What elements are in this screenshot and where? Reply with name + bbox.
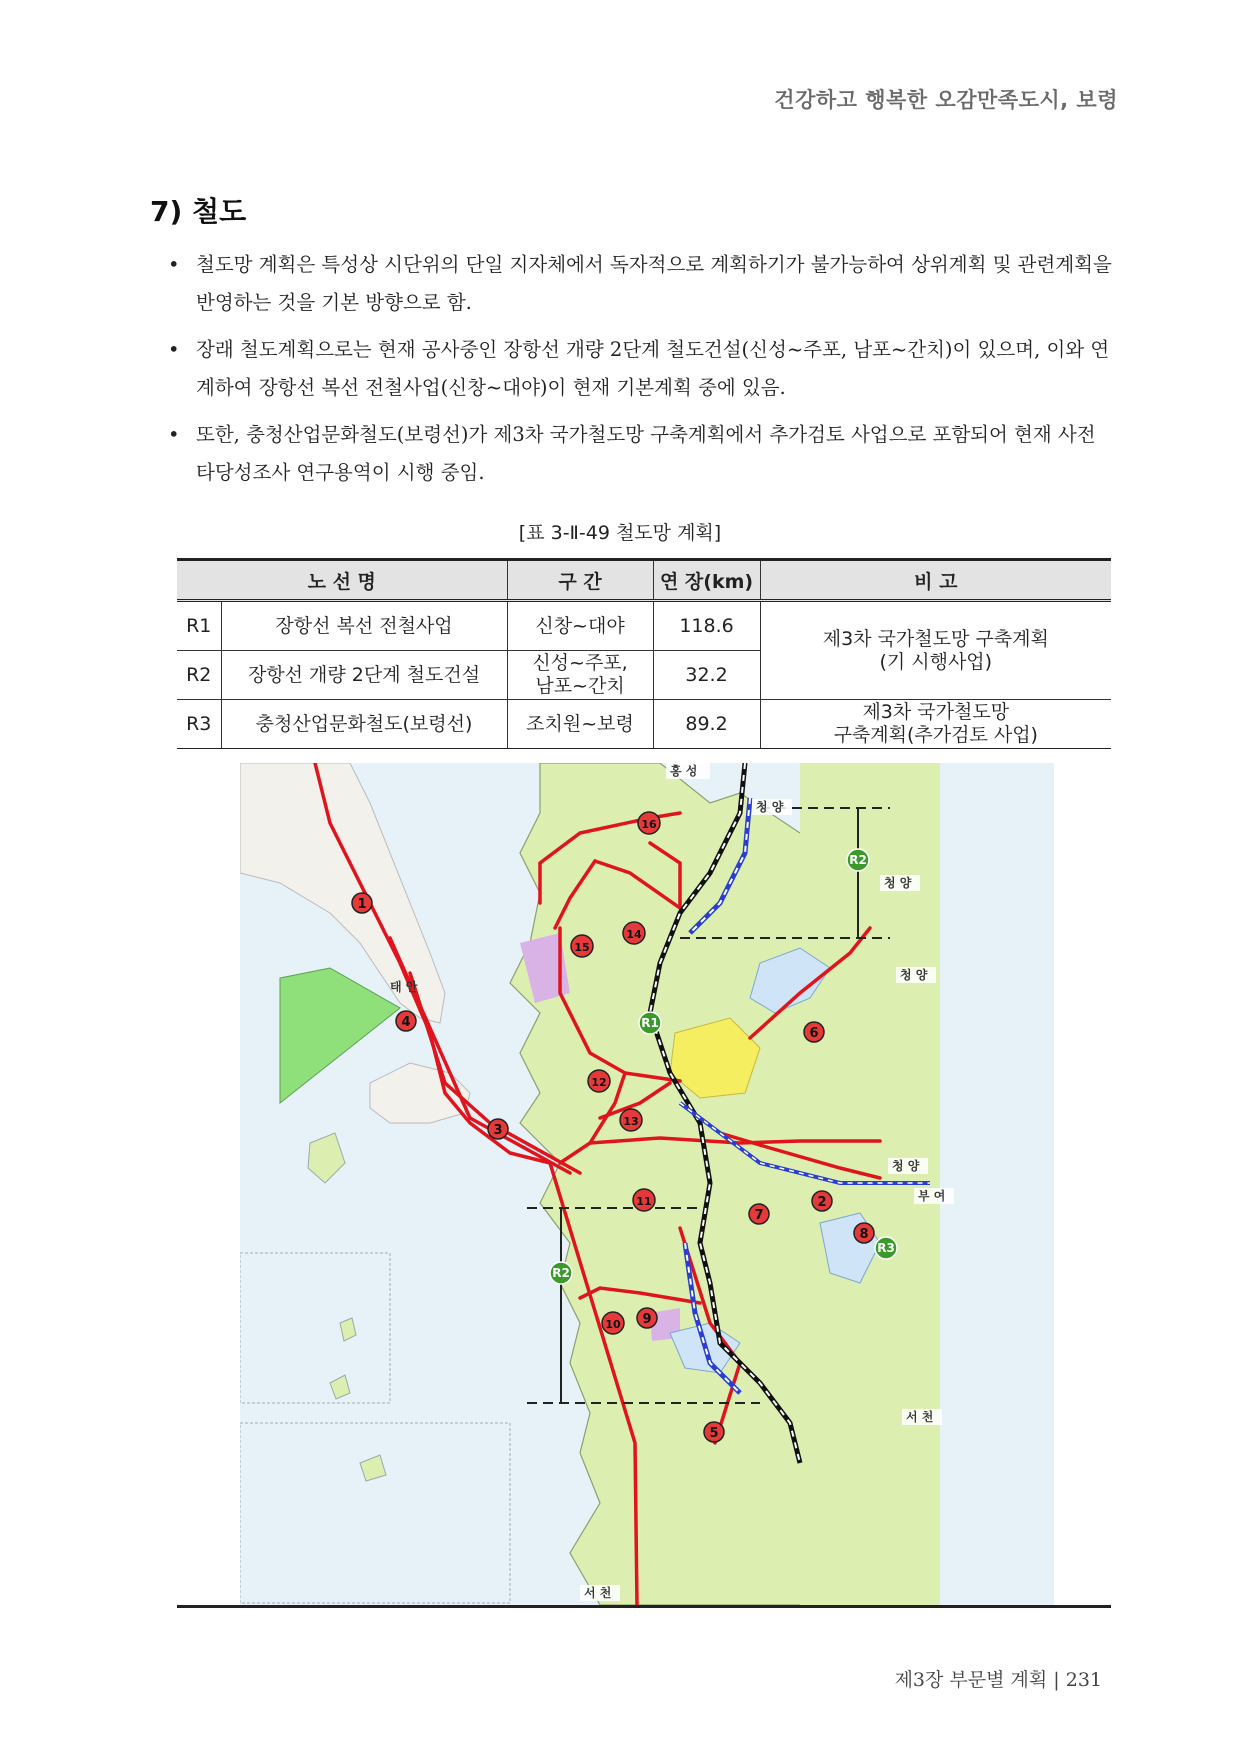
- road-marker: [704, 1422, 724, 1442]
- road-marker-label: 15: [574, 941, 590, 954]
- header-route-name: 노 선 명: [177, 560, 507, 601]
- bullet-item: [168, 246, 1120, 322]
- bullet-marker: •: [168, 338, 180, 361]
- note-line: 제3차 국가철도망: [862, 701, 1010, 723]
- note-line: 구축계획(추가검토 사업): [833, 724, 1038, 746]
- road-marker-label: 9: [642, 1312, 652, 1327]
- road-marker-label: 1: [357, 897, 367, 912]
- road-marker: [854, 1223, 874, 1243]
- route-section: 조치원~보령: [507, 700, 653, 749]
- bullet-marker: •: [168, 253, 180, 276]
- note-line: (기 시행사업): [879, 650, 993, 673]
- table-caption: [표 3-Ⅱ-49 철도망 계획]: [518, 522, 722, 544]
- table-header-row: [177, 560, 1111, 601]
- road-marker-label: 13: [623, 1115, 639, 1128]
- route-section: 신창~대야: [507, 601, 653, 651]
- place-label-hongseong: 홍 성: [670, 764, 698, 778]
- road-marker-label: 2: [817, 1195, 827, 1210]
- road-marker: [749, 1204, 769, 1224]
- road-marker: [633, 1189, 655, 1211]
- road-marker: [623, 922, 645, 944]
- bottom-divider: [177, 1605, 1111, 1608]
- footer-page-number: 231: [1065, 1669, 1102, 1691]
- bullet-text: 장래 철도계획으로는 현재 공사중인 장항선 개량 2단계 철도건설(신성~주포, 남포~간치)이 있으며, 이와 연계하여 장항선 복선 전철사업(신창~대야)이 현재 기본계획 중에 있음.: [196, 338, 1110, 399]
- place-label-cheongyang: 청 양: [900, 968, 928, 982]
- rail-marker-label: R2: [552, 1266, 570, 1280]
- rail-marker: [847, 849, 869, 871]
- section-line: 신성~주포,: [532, 652, 628, 674]
- table-row: [177, 601, 1111, 651]
- route-note: [760, 700, 1111, 749]
- bullet-item: [168, 416, 1120, 492]
- road-marker-label: 14: [626, 928, 642, 941]
- road-marker-label: 12: [591, 1076, 607, 1089]
- road-marker: [804, 1022, 824, 1042]
- route-id: R2: [177, 651, 221, 700]
- route-name: 장항선 복선 전철사업: [221, 601, 507, 651]
- road-marker: [602, 1312, 624, 1334]
- road-marker-label: 8: [859, 1227, 869, 1242]
- route-section: [507, 651, 653, 700]
- rail-marker-label: R3: [877, 1241, 895, 1255]
- section-line: 남포~간치: [535, 675, 625, 697]
- page-footer: [895, 1665, 1102, 1692]
- rail-marker-label: R2: [849, 853, 867, 867]
- section-title: 7) 철도: [150, 195, 247, 228]
- road-marker-label: 10: [605, 1318, 621, 1331]
- place-label-seocheon: 서 천: [906, 1410, 934, 1424]
- railway-plan-table: [177, 558, 1111, 749]
- bullet-list: [168, 246, 1120, 501]
- road-marker: [620, 1109, 642, 1131]
- bullet-item: [168, 331, 1120, 407]
- route-length: 118.6: [653, 601, 760, 651]
- road-marker: [588, 1070, 610, 1092]
- road-marker: [638, 812, 660, 834]
- route-length: 89.2: [653, 700, 760, 749]
- road-marker-label: 7: [754, 1208, 764, 1223]
- rail-marker-label: R1: [641, 1016, 659, 1030]
- road-marker-label: 11: [636, 1195, 652, 1208]
- road-marker: [812, 1191, 832, 1211]
- road-marker: [396, 1011, 416, 1031]
- header-note: 비 고: [760, 560, 1111, 601]
- header-section: 구 간: [507, 560, 653, 601]
- road-marker: [637, 1308, 657, 1328]
- rail-marker: [875, 1237, 897, 1259]
- bullet-text: 철도망 계획은 특성상 시단위의 단일 지자체에서 독자적으로 계획하기가 불가능하여 상위계획 및 관련계획을 반영하는 것을 기본 방향으로 함.: [196, 253, 1112, 314]
- note-line: 제3차 국가철도망 구축계획: [822, 627, 1049, 650]
- route-id: R1: [177, 601, 221, 651]
- route-note-merged: [760, 601, 1111, 700]
- road-marker: [352, 893, 372, 913]
- road-marker-label: 3: [493, 1123, 503, 1138]
- bullet-text: 또한, 충청산업문화철도(보령선)가 제3차 국가철도망 구축계획에서 추가검토 사업으로 포함되어 현재 사전 타당성조사 연구용역이 시행 중임.: [196, 423, 1096, 484]
- road-marker: [488, 1119, 508, 1139]
- rail-marker: [639, 1012, 661, 1034]
- road-marker: [571, 935, 593, 957]
- route-name: 충청산업문화철도(보령선): [221, 700, 507, 749]
- place-label-seocheon: 서 천: [584, 1586, 612, 1600]
- header-length: 연 장(km): [653, 560, 760, 601]
- footer-separator: |: [1053, 1669, 1060, 1691]
- page-header-title: 건강하고 행복한 오감만족도시, 보령: [774, 88, 1118, 112]
- road-marker-label: 5: [709, 1426, 719, 1441]
- route-length: 32.2: [653, 651, 760, 700]
- place-label-buyeo: 부 여: [918, 1189, 946, 1203]
- table-row: [177, 700, 1111, 749]
- route-name: 장항선 개량 2단계 철도건설: [221, 651, 507, 700]
- place-label-cheongyang: 청 양: [884, 876, 912, 890]
- place-label-taean: 태 안: [390, 980, 418, 994]
- railway-network-map: [240, 763, 1054, 1605]
- place-label-cheongyang: 청 양: [892, 1159, 920, 1173]
- footer-chapter: 제3장 부문별 계획: [894, 1669, 1048, 1691]
- road-marker-label: 4: [401, 1015, 411, 1030]
- route-id: R3: [177, 700, 221, 749]
- road-marker-label: 6: [809, 1026, 819, 1041]
- place-label-cheongyang: 청 양: [756, 800, 784, 814]
- road-marker-label: 16: [641, 818, 657, 831]
- bullet-marker: •: [168, 423, 180, 446]
- rail-marker: [550, 1262, 572, 1284]
